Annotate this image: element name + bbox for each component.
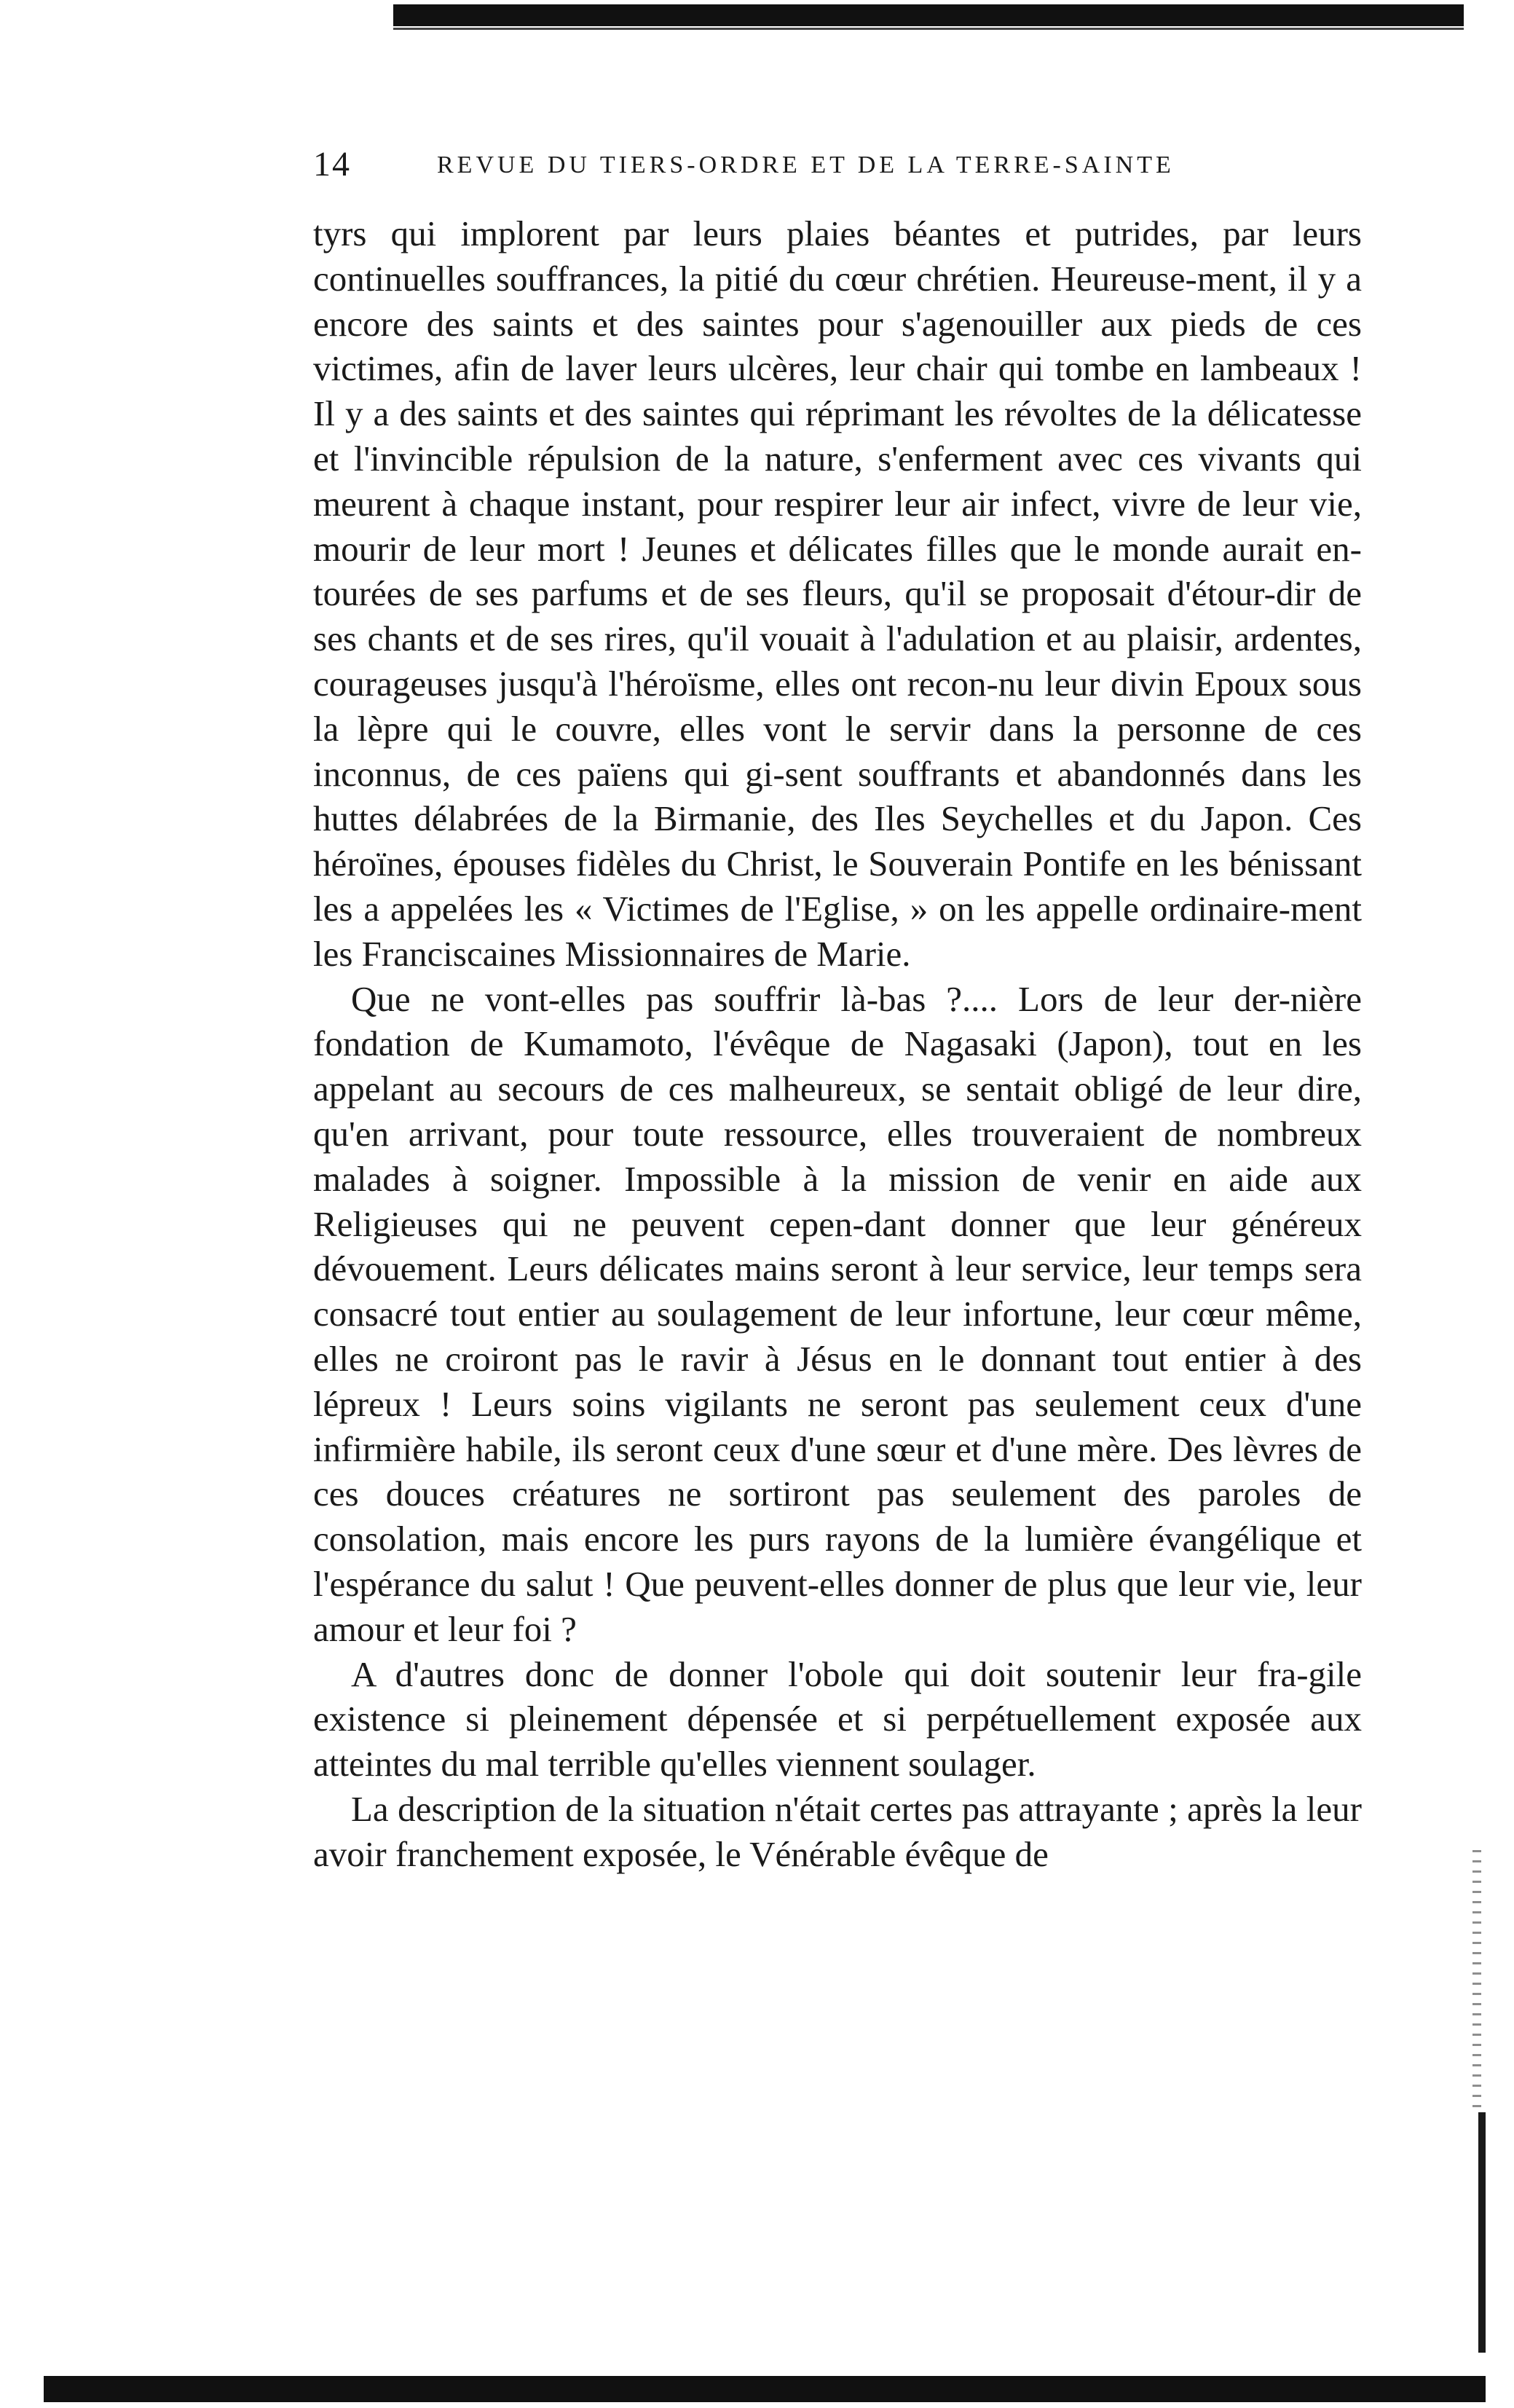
paragraph: La description de la situation n'était certes pas attrayante ; après la leur avoir franchement exposée, le Vénérable évêque de [313, 1788, 1362, 1874]
paragraph-continuation: tyrs qui implorent par leurs plaies béantes et putrides, par leurs continuelles souffrances, la pitié du cœur chrétien. Heureuse-ment, il y a encore des saints et des saintes pour s'agenouiller aux pieds de ces victimes, afin de laver leurs ulcères, leur chair qui tombe en lambeaux ! Il y a des saints et des saintes qui réprimant les révoltes de la délicatesse et l'invincible répulsion de la nature, s'enferment avec ces vivants qui meurent à chaque instant, pour respirer leur air infect, vivre de leur vie, mourir de leur mort ! Jeunes et délicates filles que le monde aurait en-tourées de ses parfums et de ses fleurs, qu'il se proposait d'étour-dir de ses chants et de ses rires, qu'il vouait à l'adulation et au plaisir, ardentes, courageuses jusqu'à l'héroïsme, elles ont recon-nu leur divin Epoux sous la lèpre qui le couvre, elles vont le servir dans la personne de ces inconnus, de ces païens qui gi-sent souffrants et abandonnés dans les huttes délabrées de la Birmanie, des Iles Seychelles et du Japon. Ces héroïnes, épouses fidèles du Christ, le Souverain Pontife en les bénissant les a appelées les « Victimes de l'Eglise, » on les appelle ordinaire-ment les Franciscaines Missionnaires de Marie. [313, 213, 1362, 974]
scan-margin-bar [1478, 2112, 1486, 2353]
top-border-thin-rule [393, 28, 1464, 30]
running-header: REVUE DU TIERS-ORDRE ET DE LA TERRE-SAINTE [437, 152, 1175, 178]
body-text [313, 211, 1362, 1876]
paragraph: A d'autres donc de donner l'obole qui doit soutenir leur fra-gile existence si pleinement dépensée et si perpétuellement exposée aux atteintes du mal terrible qu'elles viennent soulager. [313, 1653, 1362, 1785]
scan-margin-specks [1472, 1850, 1481, 2112]
top-border-rule [393, 4, 1464, 26]
page-number: 14 [313, 145, 351, 184]
paragraph: Que ne vont-elles pas souffrir là-bas ?.... Lors de leur der-nière fondation de Kumamoto, l'évêque de Nagasaki (Japon), tout en les appelant au secours de ces malheureux, se sentait obligé de leur dire, qu'en arrivant, pour toute ressource, elles trouveraient de nombreux malades à soigner. Impossible à la mission de venir en aide aux Religieuses qui ne peuvent cepen-dant donner que leur généreux dévouement. Leurs délicates mains seront à leur service, leur temps sera consacré tout entier au soulagement de leur infortune, leur cœur même, elles ne croiront pas le ravir à Jésus en le donnant tout entier à des lépreux ! Leurs soins vigilants ne seront pas seulement ceux d'une infirmière habile, ils seront ceux d'une sœur et d'une mère. Des lèvres de ces douces créatures ne sortiront pas seulement des paroles de consolation, mais encore les purs rayons de la lumière évangélique et l'espérance du salut ! Que peuvent-elles donner de plus que leur vie, leur amour et leur foi ? [313, 978, 1362, 1649]
bottom-border-rule [44, 2376, 1486, 2402]
